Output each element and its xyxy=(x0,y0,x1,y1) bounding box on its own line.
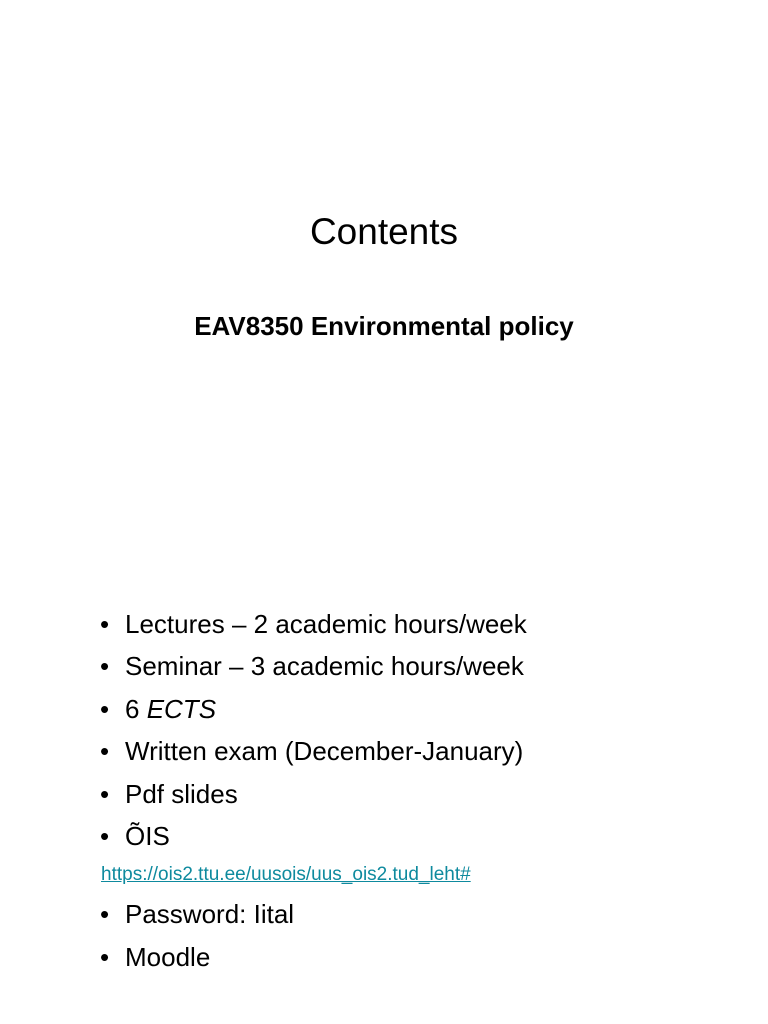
bullet-exam xyxy=(100,730,740,772)
bullet-lectures-text: Lectures – 2 academic hours/week xyxy=(125,609,527,639)
ois-link-line xyxy=(100,857,740,893)
bullet-password xyxy=(100,893,740,935)
bullet-moodle-text: Moodle xyxy=(125,941,211,972)
ois-link[interactable]: https://ois2.ttu.ee/uusois/uus_ois2.tud_leht# xyxy=(101,864,471,886)
bullet-ois-text: ÕIS xyxy=(125,820,170,851)
bullet-exam-text: Written exam (December-January) xyxy=(125,736,524,767)
ects-label: ECTS xyxy=(146,693,217,724)
bullet-seminar-text: Seminar – 3 academic hours/week xyxy=(125,651,524,682)
bullet-seminar xyxy=(100,645,740,687)
bullet-list xyxy=(100,603,740,978)
bullet-ects xyxy=(100,688,740,730)
bullet-slides xyxy=(100,773,740,815)
slide-title: Contents xyxy=(309,211,459,252)
bullet-lectures xyxy=(100,603,740,645)
course-title: EAV8350 Environmental policy xyxy=(194,311,574,341)
bullet-slides-text: Pdf slides xyxy=(125,778,238,809)
bullet-moodle xyxy=(100,936,740,978)
bullet-ois xyxy=(100,815,740,857)
bullet-password-text: Password: Iital xyxy=(125,899,295,930)
ects-number: 6 xyxy=(125,693,147,724)
